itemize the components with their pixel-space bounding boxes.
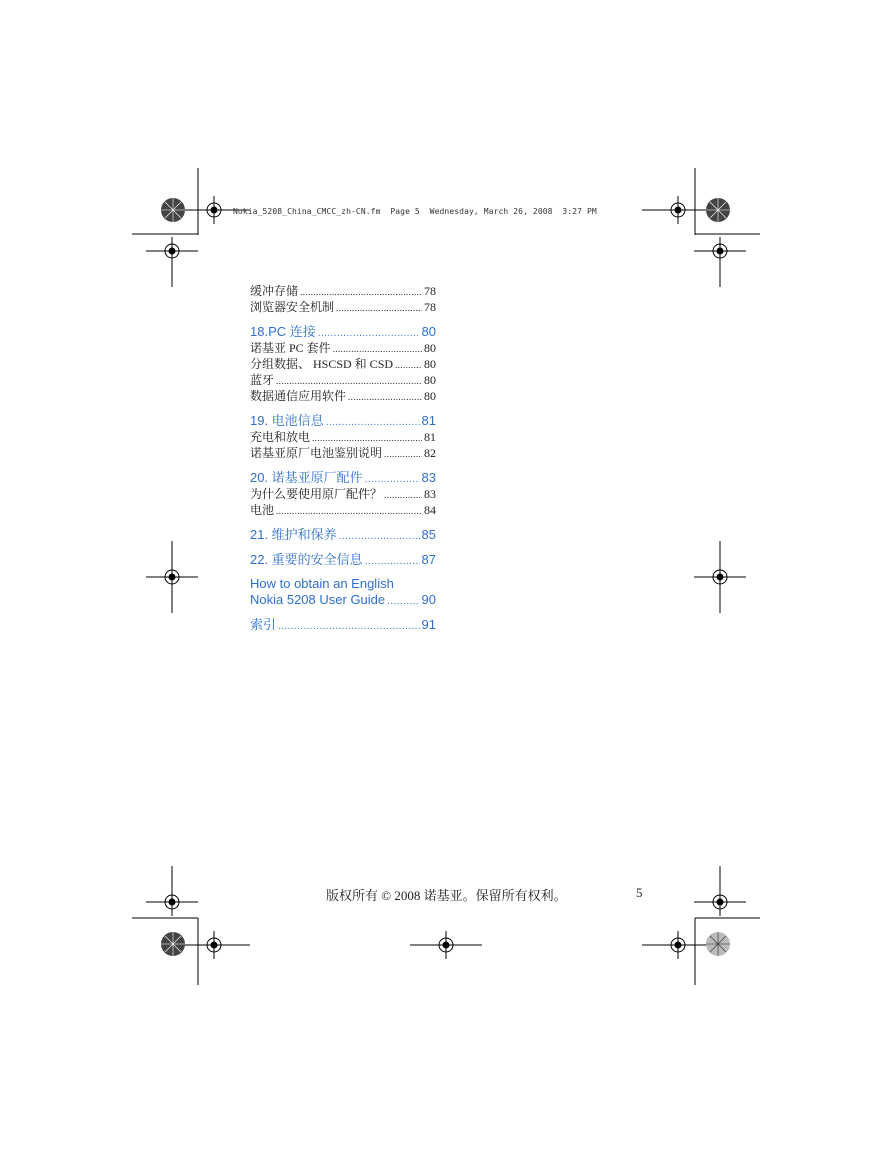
toc-chapter-22[interactable]: 22. 重要的安全信息 ..... 87 — [250, 552, 436, 568]
table-of-contents — [250, 283, 436, 633]
toc-entry[interactable]: 缓冲存储 ..... 78 — [250, 283, 436, 299]
toc-english-guide[interactable]: Nokia 5208 User Guide ..... 90 — [250, 592, 436, 608]
toc-entry[interactable]: 浏览器安全机制 ..... 78 — [250, 299, 436, 315]
toc-entry[interactable]: 充电和放电 ..... 81 — [250, 429, 436, 445]
toc-index[interactable]: 索引 ..... 91 — [250, 617, 436, 633]
toc-entry[interactable]: 数据通信应用软件 ..... 80 — [250, 388, 436, 404]
toc-entry[interactable]: 电池 ..... 84 — [250, 502, 436, 518]
toc-entry[interactable]: 蓝牙 ..... 80 — [250, 372, 436, 388]
toc-entry[interactable]: 诺基亚原厂电池鉴别说明 ..... 82 — [250, 445, 436, 461]
toc-english-guide-line1[interactable]: How to obtain an English — [250, 576, 394, 591]
toc-chapter-19[interactable]: 19. 电池信息 ..... 81 — [250, 413, 436, 429]
toc-chapter-20[interactable]: 20. 诺基亚原厂配件 ..... 83 — [250, 470, 436, 486]
toc-entry[interactable]: 为什么要使用原厂配件？ ..... 83 — [250, 486, 436, 502]
page-number: 5 — [636, 885, 643, 900]
toc-chapter-21[interactable]: 21. 维护和保养 ..... 85 — [250, 527, 436, 543]
copyright-footer: 版权所有 © 2008 诺基亚。保留所有权利。 — [326, 888, 567, 903]
toc-entry[interactable]: 分组数据、 HSCSD 和 CSD ..... 80 — [250, 356, 436, 372]
file-header: Nokia_5208_China_CMCC_zh-CN.fm Page 5 Wednesday, March 26, 2008 3:27 PM — [233, 207, 597, 216]
toc-chapter-18[interactable]: 18.PC 连接 ..... 80 — [250, 324, 436, 340]
toc-entry[interactable]: 诺基亚 PC 套件 ..... 80 — [250, 340, 436, 356]
